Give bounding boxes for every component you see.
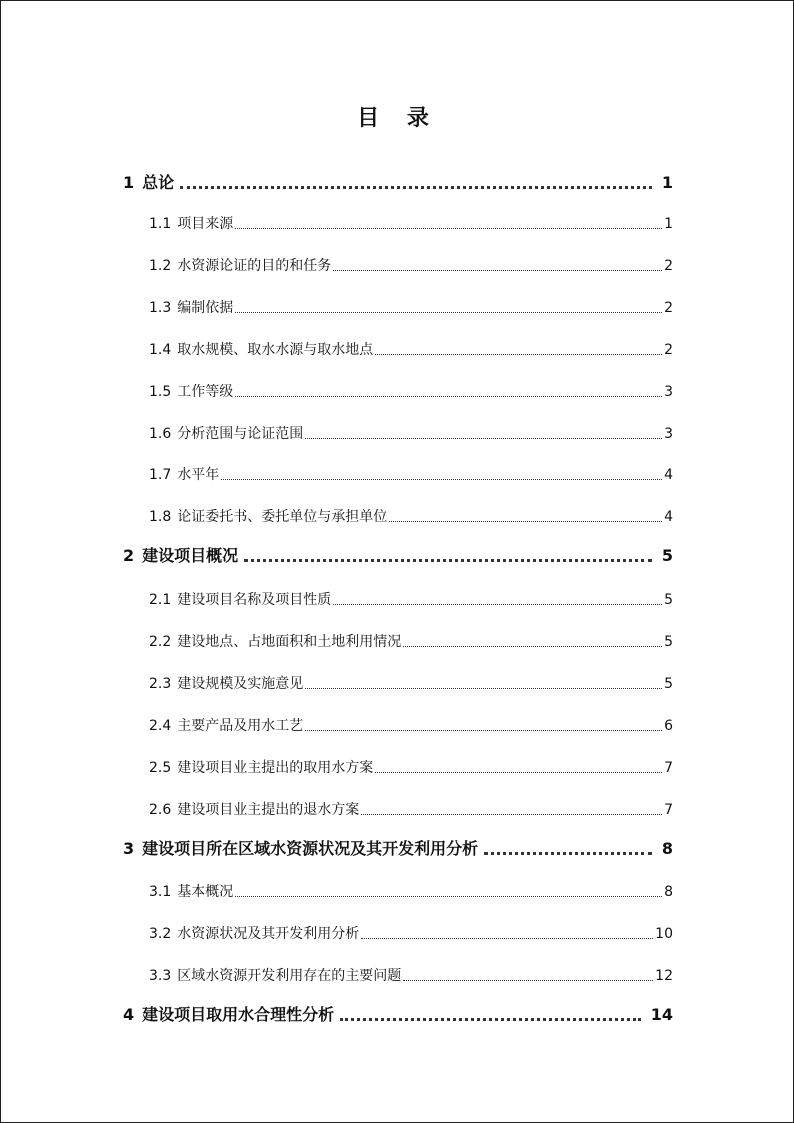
toc-leader [403,980,653,981]
toc-leader [375,354,662,355]
toc-entry[interactable] [123,837,673,861]
toc-entry-number: 2.2 [149,634,172,650]
toc-entry-title: 基本概况 [177,884,234,900]
toc-entry[interactable] [123,544,673,568]
toc-leader [375,772,662,773]
toc-entry-title: 主要产品及用水工艺 [177,718,304,734]
toc-entry-page: 5 [661,546,673,565]
toc-entry-number: 2.1 [149,592,172,608]
toc-entry[interactable] [149,922,673,946]
toc-entry-page: 4 [664,509,673,525]
toc-entry-title: 水平年 [177,467,220,483]
toc-leader [361,938,653,939]
toc-entry-title: 建设项目所在区域水资源状况及其开发利用分析 [142,839,479,858]
toc-entry-number: 1.4 [149,342,172,358]
toc-entry[interactable] [149,714,673,738]
toc-entry-page: 3 [664,384,673,400]
toc-leader [235,896,662,897]
toc-entry-title: 建设项目业主提出的取用水方案 [177,760,374,776]
toc-entry-page: 3 [664,426,673,442]
toc-entry-number: 3.1 [149,884,172,900]
toc-entry[interactable] [123,1003,673,1027]
toc-entry[interactable] [149,380,673,404]
toc-entry[interactable] [149,880,673,904]
toc-entry-page: 12 [655,968,673,984]
toc-leader [180,186,652,189]
toc-entry-title: 论证委托书、委托单位与承担单位 [177,509,388,525]
toc-entry-number: 1 [123,173,135,192]
toc-entry-page: 2 [664,342,673,358]
toc-entry-page: 1 [661,173,673,192]
toc-entry-number: 1.1 [149,216,172,232]
toc-entry-page: 10 [655,926,673,942]
toc-entry[interactable] [149,630,673,654]
toc-entry-title: 分析范围与论证范围 [177,426,304,442]
toc-entry-page: 2 [664,300,673,316]
toc-entry-number: 3 [123,839,135,858]
toc-entry-number: 1.7 [149,467,172,483]
toc-entry-page: 5 [664,592,673,608]
toc-entry-page: 7 [664,802,673,818]
toc-entry-page: 6 [664,718,673,734]
toc-leader [403,646,662,647]
toc-entry-page: 5 [664,676,673,692]
toc-entry[interactable] [149,588,673,612]
toc-entry[interactable] [149,338,673,362]
toc-entry[interactable] [149,505,673,529]
toc-entry-page: 7 [664,760,673,776]
toc-entry-page: 4 [664,467,673,483]
toc-entry-number: 3.2 [149,926,172,942]
toc-entry-title: 建设规模及实施意见 [177,676,304,692]
toc-entry-number: 1.8 [149,509,172,525]
toc-entry-title: 编制依据 [177,300,234,316]
toc-leader [333,604,662,605]
toc-entry-title: 取水规模、取水水源与取水地点 [177,342,374,358]
toc-leader [340,1018,641,1021]
toc-leader [221,479,662,480]
toc-entry-page: 1 [664,216,673,232]
toc-entry-title: 建设地点、占地面积和土地利用情况 [177,634,402,650]
toc-entry[interactable] [123,171,673,195]
toc-entry-page: 14 [650,1005,673,1024]
toc-entry-number: 1.2 [149,258,172,274]
toc-leader [484,852,652,855]
toc-leader [333,270,662,271]
toc-leader [235,228,662,229]
toc-entry-title: 建设项目概况 [142,546,239,565]
toc-entry-number: 4 [123,1005,135,1024]
toc-entry-number: 2.3 [149,676,172,692]
toc-leader [244,559,652,562]
toc-entry-number: 2 [123,546,135,565]
toc-entry[interactable] [149,964,673,988]
toc-leader [305,688,662,689]
toc-entry[interactable] [149,798,673,822]
toc-entry-page: 8 [664,884,673,900]
toc-entry[interactable] [149,254,673,278]
toc-entry-title: 建设项目取用水合理性分析 [142,1005,335,1024]
toc-entry-number: 1.6 [149,426,172,442]
toc-entry[interactable] [149,212,673,236]
toc-title: 目 录 [357,106,439,131]
toc-entry-number: 1.5 [149,384,172,400]
toc-entry-title: 建设项目业主提出的退水方案 [177,802,360,818]
toc-leader [235,396,662,397]
toc-entry-title: 项目来源 [177,216,234,232]
toc-entry[interactable] [149,296,673,320]
toc-entry-title: 建设项目名称及项目性质 [177,592,332,608]
toc-leader [305,730,662,731]
toc-entry-title: 水资源论证的目的和任务 [177,258,332,274]
toc-entry-number: 3.3 [149,968,172,984]
toc-leader [361,814,662,815]
toc-entry-title: 水资源状况及其开发利用分析 [177,926,360,942]
toc-entry-page: 8 [661,839,673,858]
toc-entry-number: 2.5 [149,760,172,776]
toc-entry-title: 工作等级 [177,384,234,400]
toc-entry-title: 总论 [142,173,175,192]
toc-entry-page: 2 [664,258,673,274]
toc-entry[interactable] [149,463,673,487]
toc-entry[interactable] [149,756,673,780]
toc-entry-number: 2.4 [149,718,172,734]
toc-entry[interactable] [149,422,673,446]
toc-leader [305,438,662,439]
toc-leader [235,312,662,313]
toc-leader [389,521,662,522]
toc-entry-number: 2.6 [149,802,172,818]
toc-entry-page: 5 [664,634,673,650]
toc-entry[interactable] [149,672,673,696]
toc-entry-title: 区域水资源开发利用存在的主要问题 [177,968,402,984]
toc-entry-number: 1.3 [149,300,172,316]
